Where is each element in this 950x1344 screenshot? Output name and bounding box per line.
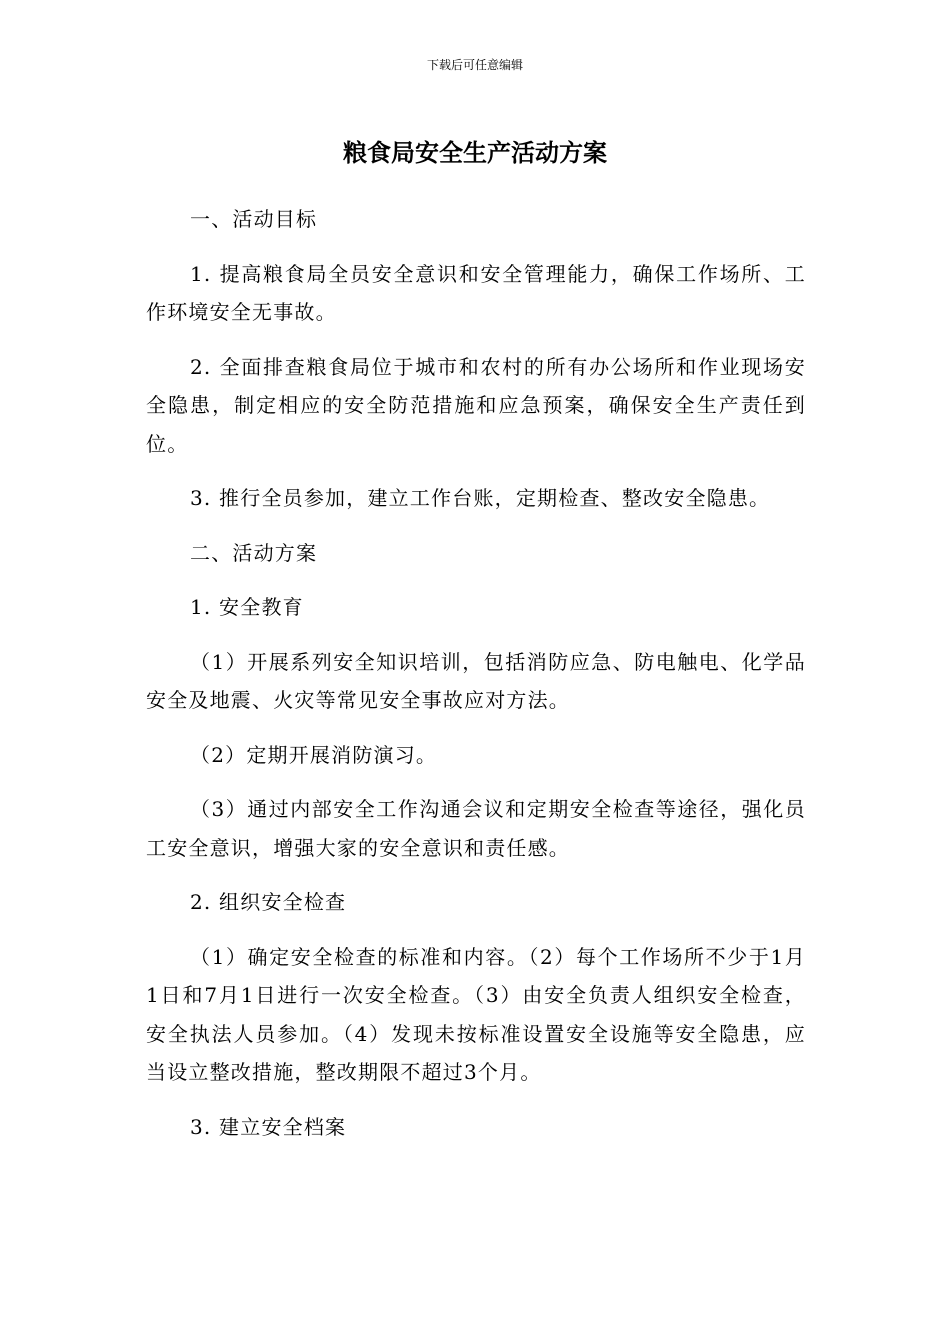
document-body [146,200,806,1162]
header-note: 下载后可任意编辑 [426,58,523,72]
paragraph-education-3: （3）通过内部安全工作沟通会议和定期安全检查等途径，强化员工安全意识，增强大家的安全意识和责任感。 [146,797,806,860]
subheading-safety-records: 3. 建立安全档案 [190,1114,347,1139]
paragraph-education-2: （2）定期开展消防演习。 [190,742,438,767]
section-heading-plan: 二、活动方案 [190,540,318,565]
paragraph-goal-3: 3. 推行全员参加，建立工作台账，定期检查、整改安全隐患。 [190,486,771,510]
paragraph-goal-1: 1. 提高粮食局全员安全意识和安全管理能力，确保工作场所、工作环境安全无事故。 [146,261,806,324]
paragraph-goal-2: 2. 全面排查粮食局位于城市和农村的所有办公场所和作业现场安全隐患，制定相应的安全防范措施和应急预案，确保安全生产责任到位。 [146,354,806,456]
paragraph-education-1: （1）开展系列安全知识培训，包括消防应急、防电触电、化学品安全及地震、火灾等常见安全事故应对方法。 [146,649,806,712]
paragraph-inspection-items: （1）确定安全检查的标准和内容。（2）每个工作场所不少于1月1日和7月1日进行一次安全检查。（3）由安全负责人组织安全检查，安全执法人员参加。（4）发现未按标准设置安全设施等安全隐患，应当设立整改措施，整改期限不超过3个月。 [146,944,806,1084]
subheading-safety-education: 1. 安全教育 [190,595,304,619]
subheading-safety-inspection: 2. 组织安全检查 [190,890,347,914]
document-title: 粮食局安全生产活动方案 [343,139,607,167]
section-heading-goals: 一、活动目标 [190,207,318,231]
